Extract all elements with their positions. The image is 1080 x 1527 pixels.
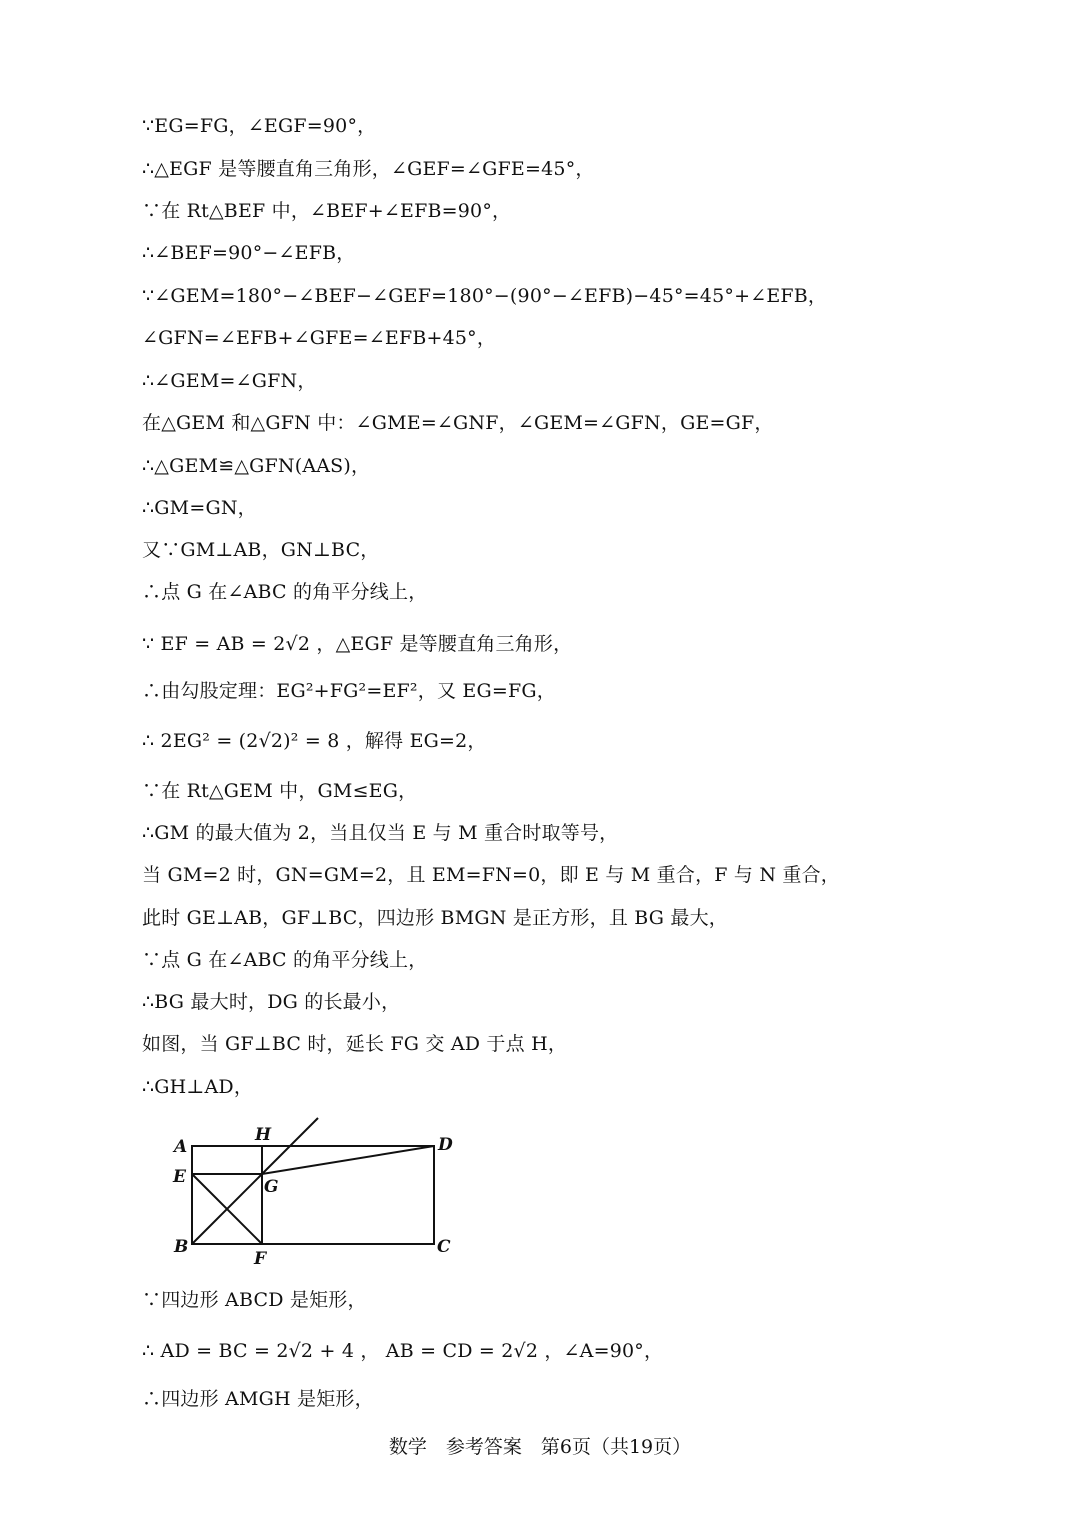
label-e: E bbox=[173, 1167, 186, 1187]
rectangle-diagram bbox=[160, 1112, 470, 1274]
solution-line-8: 在△GEM 和△GFN 中：∠GME=∠GNF，∠GEM=∠GFN，GE=GF， bbox=[142, 412, 774, 434]
solution-line-1: ∵EG=FG，∠EGF=90°， bbox=[142, 115, 377, 137]
solution-line-10: ∴GM=GN， bbox=[142, 497, 257, 519]
label-c: C bbox=[437, 1237, 451, 1257]
geometry-figure bbox=[160, 1112, 470, 1274]
solution-line-25: ∴ AD = BC = 2√2 + 4 ， AB = CD = 2√2 ，∠A=90°， bbox=[142, 1340, 664, 1362]
solution-line-19: 此时 GE⊥AB，GF⊥BC，四边形 BMGN 是正方形，且 BG 最大， bbox=[142, 907, 728, 929]
label-b: B bbox=[174, 1237, 189, 1257]
solution-line-2: ∴△EGF 是等腰直角三角形，∠GEF=∠GFE=45°， bbox=[142, 158, 595, 180]
page-footer: 数学 参考答案 第6页（共19页） bbox=[388, 1436, 692, 1458]
solution-line-4: ∴∠BEF=90°−∠EFB， bbox=[142, 242, 356, 264]
solution-line-15: ∴ 2EG² = (2√2)² = 8 ，解得 EG=2， bbox=[142, 730, 487, 752]
solution-line-12: ∴点 G 在∠ABC 的角平分线上， bbox=[142, 581, 428, 603]
label-h: H bbox=[255, 1125, 272, 1145]
solution-line-7: ∴∠GEM=∠GFN， bbox=[142, 370, 317, 392]
solution-line-6: ∠GFN=∠EFB+∠GFE=∠EFB+45°， bbox=[142, 327, 497, 349]
solution-line-23: ∴GH⊥AD， bbox=[142, 1076, 254, 1098]
solution-line-20: ∵点 G 在∠ABC 的角平分线上， bbox=[142, 949, 428, 971]
solution-line-9: ∴△GEM≌△GFN(AAS)， bbox=[142, 455, 371, 477]
solution-line-5: ∵∠GEM=180°−∠BEF−∠GEF=180°−(90°−∠EFB)−45°=45°+∠EFB， bbox=[142, 285, 828, 307]
rectangle-abcd bbox=[192, 1146, 434, 1244]
solution-line-26: ∴四边形 AMGH 是矩形， bbox=[142, 1388, 374, 1410]
solution-line-16: ∵在 Rt△GEM 中，GM≤EG， bbox=[142, 780, 418, 802]
solution-line-22: 如图，当 GF⊥BC 时，延长 FG 交 AD 于点 H， bbox=[142, 1033, 568, 1055]
solution-line-13: ∵ EF = AB = 2√2 ，△EGF 是等腰直角三角形， bbox=[142, 633, 573, 655]
solution-line-24: ∵四边形 ABCD 是矩形， bbox=[142, 1289, 367, 1311]
solution-line-3: ∵在 Rt△BEF 中，∠BEF+∠EFB=90°， bbox=[142, 200, 512, 222]
solution-line-17: ∴GM 的最大值为 2，当且仅当 E 与 M 重合时取等号， bbox=[142, 822, 619, 844]
label-f: F bbox=[254, 1249, 267, 1269]
label-g: G bbox=[264, 1177, 279, 1197]
solution-line-11: 又∵GM⊥AB，GN⊥BC， bbox=[142, 539, 380, 561]
segment-gd bbox=[262, 1146, 434, 1174]
solution-line-21: ∴BG 最大时，DG 的长最小， bbox=[142, 991, 401, 1013]
label-d: D bbox=[438, 1135, 453, 1155]
solution-line-18: 当 GM=2 时，GN=GM=2，且 EM=FN=0，即 E 与 M 重合，F 与 N 重合， bbox=[142, 864, 840, 886]
solution-line-14: ∴由勾股定理：EG²+FG²=EF²，又 EG=FG， bbox=[142, 680, 556, 702]
label-a: A bbox=[174, 1137, 188, 1157]
